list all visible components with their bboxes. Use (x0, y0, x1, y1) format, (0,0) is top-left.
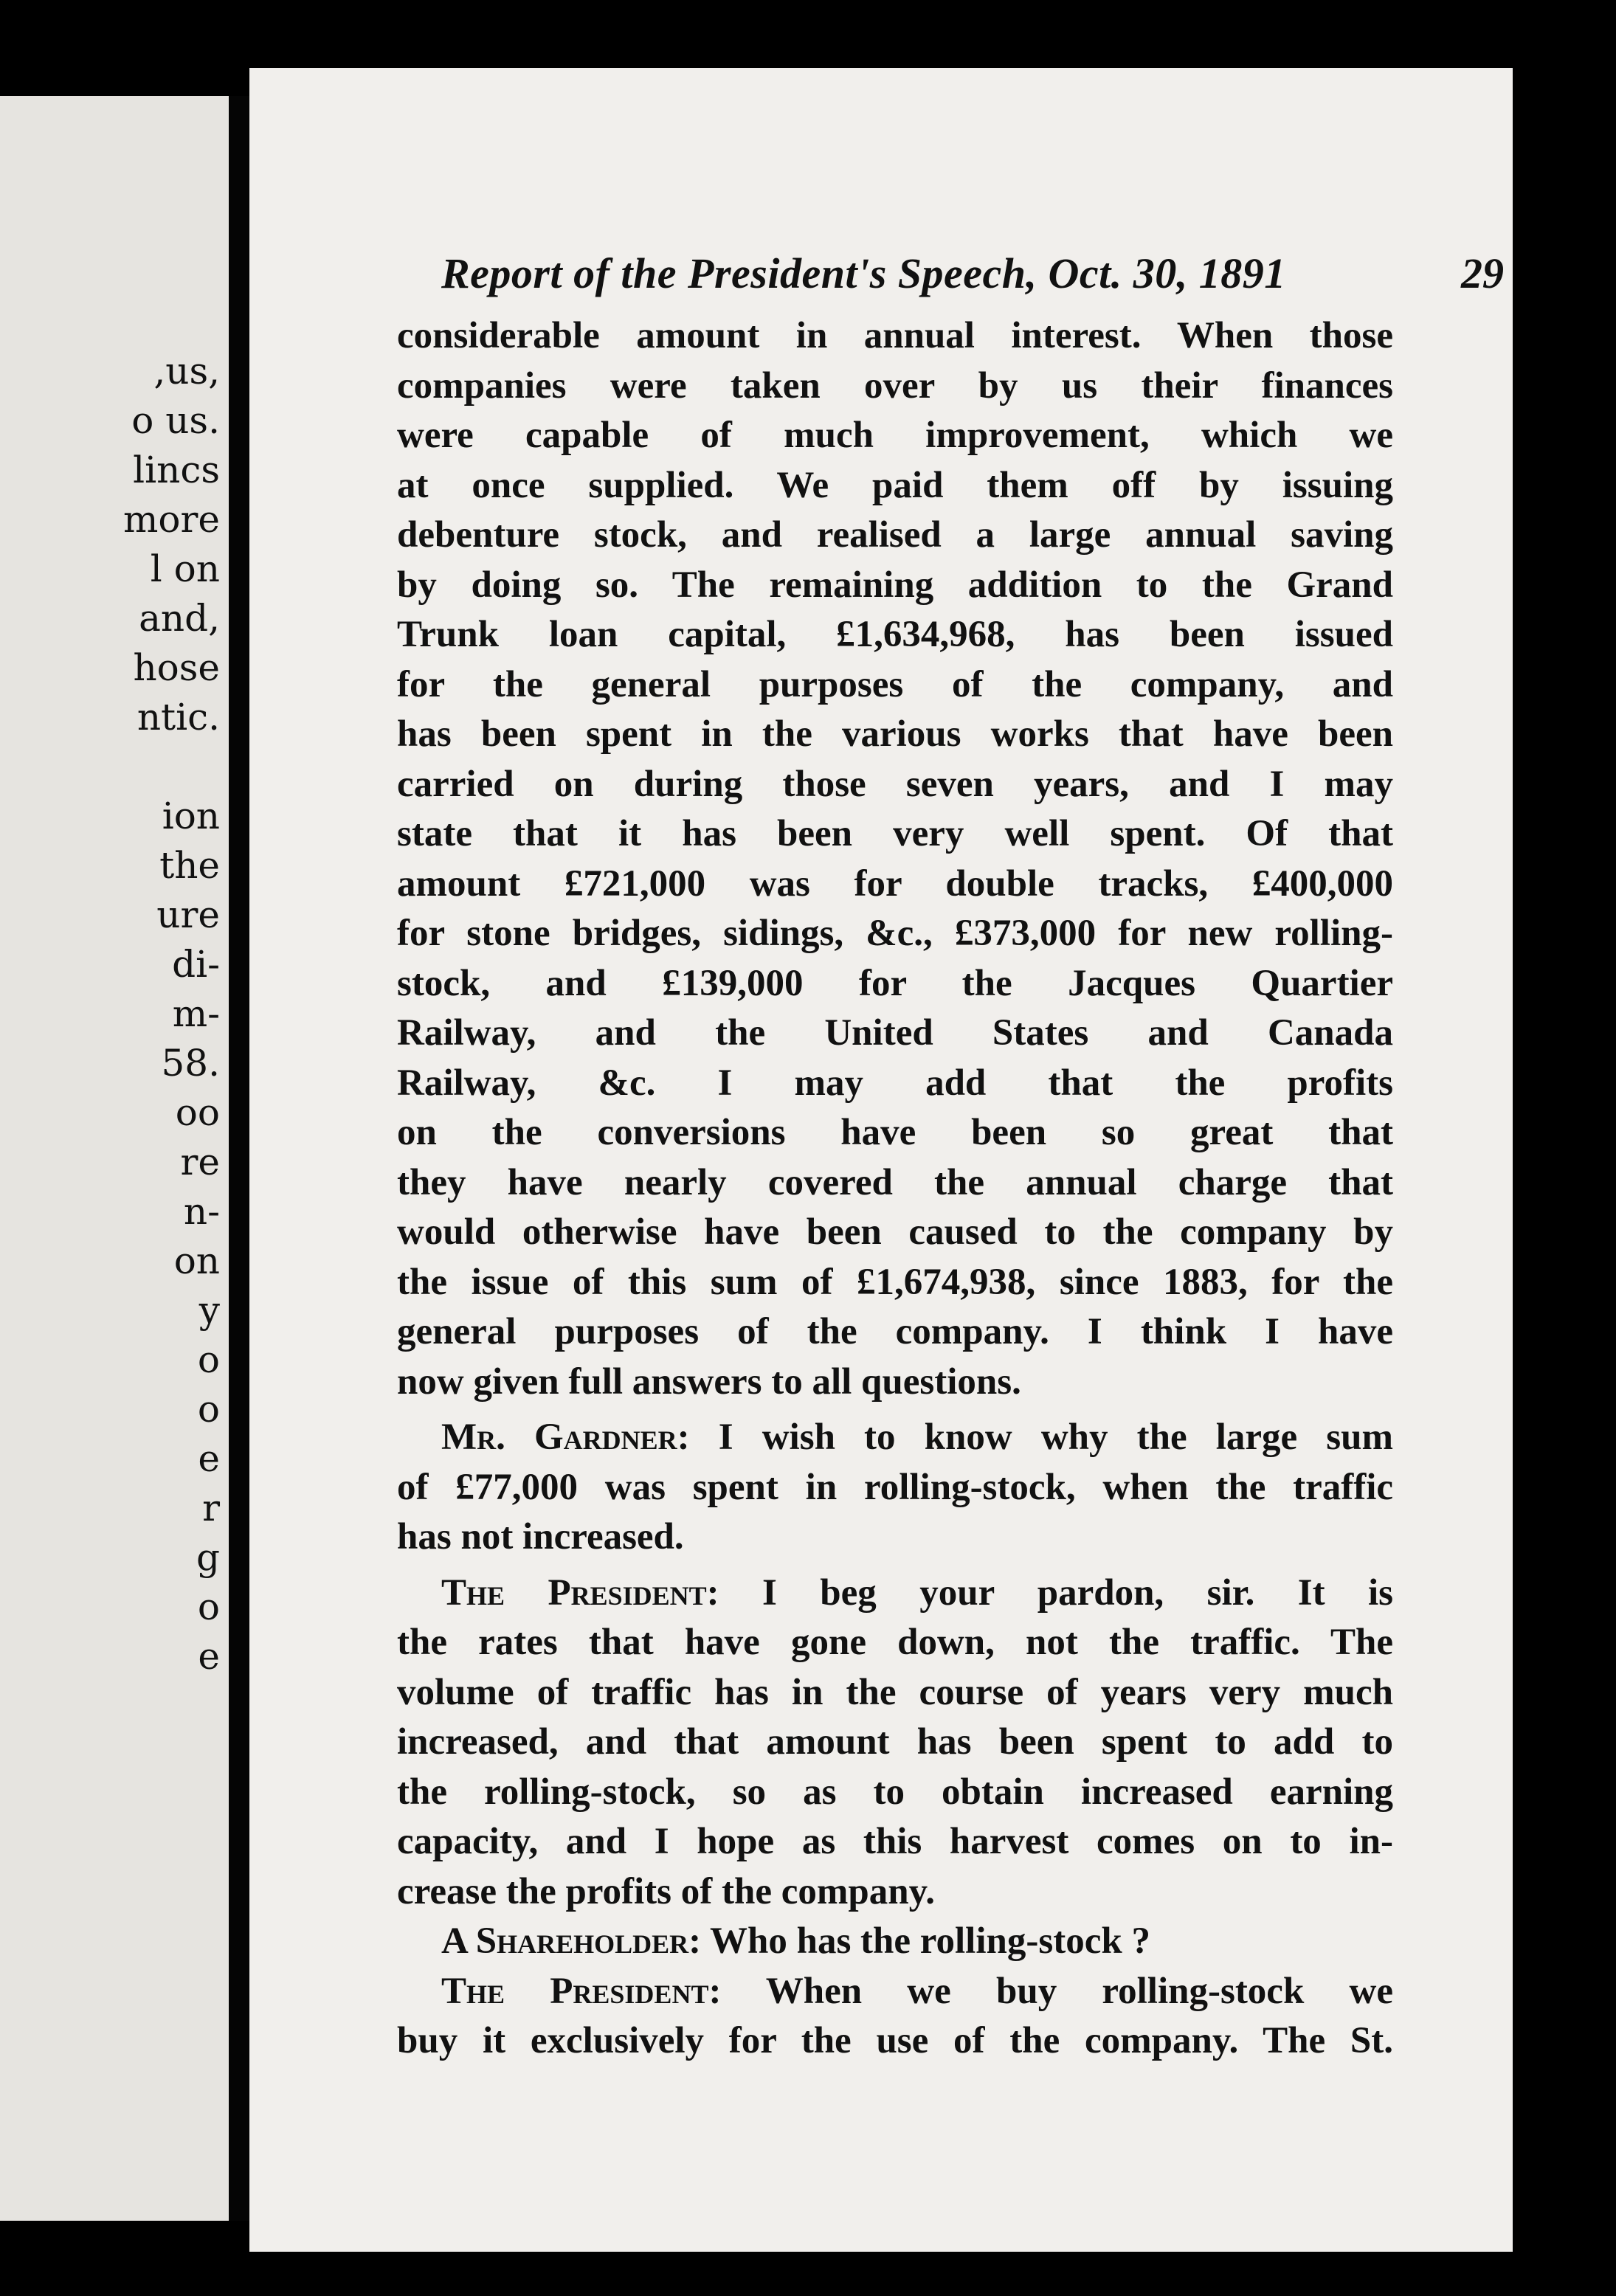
speech-text: : When we buy rolling-stock we (708, 1970, 1393, 2012)
left-fragment-gap (123, 742, 220, 792)
book-gutter (229, 96, 249, 2221)
speaker-name: The President (441, 1970, 709, 2012)
paragraph-continued (397, 311, 1393, 1407)
text-line: capacity, and I hope as this harvest comes on to in- (397, 1821, 1393, 1862)
left-fragment: e (198, 1635, 220, 1678)
text-line: for the general purposes of the company, and (397, 663, 1393, 705)
text-line: debenture stock, and realised a large annual saving (397, 514, 1393, 556)
text-line: has been spent in the various works that have been (397, 713, 1393, 755)
left-fragment: ure (156, 893, 220, 936)
left-fragment: ion (162, 795, 220, 837)
left-fragment: more (122, 498, 220, 541)
left-fragment: e (198, 1437, 220, 1480)
speaker-name: Mr. Gardner (441, 1417, 677, 1458)
text-line: considerable amount in annual interest. When those (397, 315, 1393, 356)
text-line: at once supplied. We paid them off by issuing (397, 464, 1393, 506)
left-fragment: ,us, (153, 350, 220, 393)
left-fragment: lincs (133, 449, 220, 491)
text-line: carried on during those seven years, and I may (397, 763, 1393, 805)
text-line: crease the profits of the company. (397, 1870, 936, 1912)
speech-president-2 (397, 1967, 1393, 2067)
paragraph-gap (397, 1407, 1393, 1413)
left-page-edge (0, 96, 229, 2221)
left-fragment: di- (172, 943, 220, 986)
left-fragment: re (180, 1141, 220, 1183)
speech-first-line (397, 1413, 1393, 1463)
speech-text: : I wish to know why the large sum (677, 1417, 1393, 1458)
speaker-name: The President (441, 1571, 707, 1614)
speech-first-line (397, 1967, 1393, 2017)
text-line: companies were taken over by us their finances (397, 364, 1393, 407)
left-fragment: m- (172, 992, 220, 1035)
main-page (249, 68, 1513, 2252)
text-line: increased, and that amount has been spent to add to (397, 1721, 1393, 1763)
text-line: stock, and £139,000 for the Jacques Quartier (397, 962, 1393, 1004)
text-line: state that it has been very well spent. Of that (397, 813, 1393, 854)
text-line: buy it exclusively for the use of the company. The St. (397, 2020, 1393, 2061)
text-line: volume of traffic has in the course of years very much (397, 1671, 1393, 1713)
text-line: by doing so. The remaining addition to the Grand (397, 564, 1393, 606)
body-text (397, 311, 1393, 2067)
page-number: 29 (1461, 249, 1504, 297)
speech-gardner (397, 1413, 1393, 1563)
text-line: Railway, and the United States and Canada (397, 1012, 1393, 1054)
left-fragment: and, (139, 597, 220, 640)
text-line: Railway, &c. I may add that the profits (397, 1062, 1393, 1104)
left-fragment: hose (133, 646, 220, 689)
left-fragment: g (196, 1536, 220, 1579)
left-fragment: l on (150, 547, 220, 590)
text-line: were capable of much improvement, which we (397, 415, 1393, 456)
speech-first-line (397, 1569, 1393, 1619)
left-fragment: o (197, 1338, 220, 1381)
paragraph-gap (397, 1563, 1393, 1569)
text-line: for stone bridges, sidings, &c., £373,000 for new rolling- (397, 913, 1393, 954)
text-line: now given full answers to all questions. (397, 1360, 1021, 1403)
text-line: amount £721,000 was for double tracks, £400,000 (397, 862, 1393, 905)
left-fragment: o (197, 1388, 220, 1431)
left-fragment: n- (183, 1190, 220, 1233)
text-line: the rolling-stock, so as to obtain increased earning (397, 1771, 1393, 1813)
left-fragment: y (198, 1289, 220, 1332)
text-line: has not increased. (397, 1516, 684, 1557)
speech-shareholder (397, 1917, 1393, 1967)
text-line: of £77,000 was spent in rolling-stock, when the traffic (397, 1466, 1393, 1508)
text-line: the rates that have gone down, not the traffic. The (397, 1622, 1393, 1663)
left-fragment: r (202, 1487, 220, 1529)
left-fragment: the (159, 844, 220, 887)
speech-text: : Who has the rolling-stock ? (688, 1920, 1150, 1962)
speaker-name: A Shareholder (441, 1920, 689, 1962)
speech-first-line (397, 1917, 1393, 1967)
speech-text: : I beg your pardon, sir. It is (706, 1571, 1393, 1614)
running-head (441, 249, 1504, 308)
left-fragment: o (197, 1586, 220, 1628)
text-line: on the conversions have been so great that (397, 1112, 1393, 1153)
left-fragment: oo (175, 1091, 220, 1134)
left-fragment: 58. (161, 1042, 220, 1085)
text-line: Trunk loan capital, £1,634,968, has been issued (397, 614, 1393, 655)
speech-president (397, 1569, 1393, 1918)
text-line: general purposes of the company. I think I have (397, 1311, 1393, 1352)
left-fragment: on (173, 1239, 220, 1282)
running-head-title: Report of the President's Speech, Oct. 30, 1891 (441, 249, 1286, 297)
text-line: would otherwise have been caused to the company by (397, 1211, 1393, 1253)
left-fragment: ntic. (137, 696, 220, 739)
left-fragment: o us. (131, 399, 220, 442)
text-line: they have nearly covered the annual charge that (397, 1161, 1393, 1203)
left-page-fragments (123, 347, 220, 1681)
text-line: the issue of this sum of £1,674,938, since 1883, for the (397, 1261, 1393, 1303)
